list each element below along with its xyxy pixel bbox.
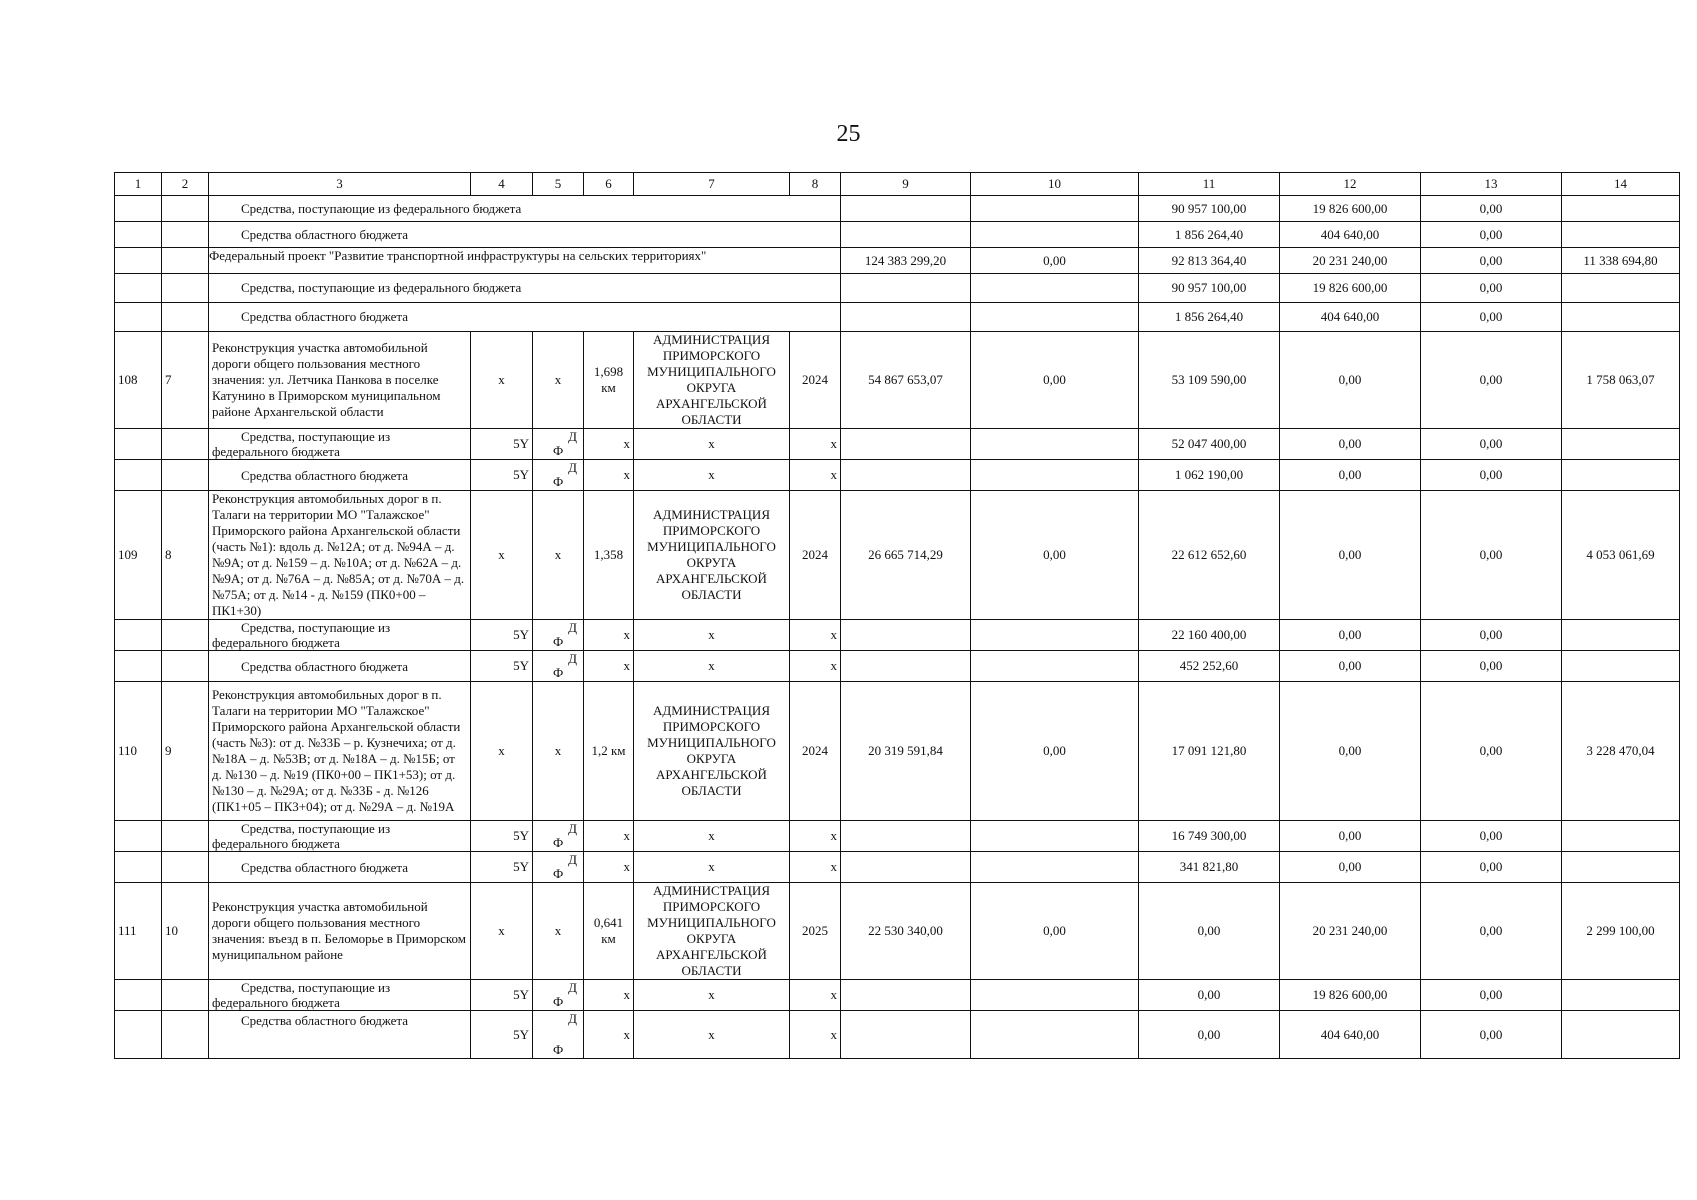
cost-total: 26 665 714,29 [841,491,971,620]
budget-type-code [533,852,584,883]
column-8-value: х [790,1011,841,1059]
column-header: 13 [1421,173,1562,196]
cost-previous: 0,00 [971,248,1139,274]
cost-remaining [1562,222,1680,248]
empty-cell [1562,651,1680,682]
row-number: 111 [115,883,162,980]
funding-source-label: Средства областного бюджета [209,460,471,491]
cost-total [841,274,971,303]
object-row [115,682,1680,821]
empty-cell [162,821,209,852]
cost-remaining: 3 228 470,04 [1562,682,1680,821]
empty-cell [1562,852,1680,883]
empty-cell [115,274,162,303]
column-header: 9 [841,173,971,196]
empty-cell [971,852,1139,883]
budget-type-code-top: Д [568,620,577,635]
column-7-value: х [634,852,790,883]
column-5-value: х [533,682,584,821]
cost-remaining: 2 299 100,00 [1562,883,1680,980]
budget-code: 5Y [471,620,533,651]
empty-cell [841,1011,971,1059]
object-funding-row [115,651,1680,682]
column-5-value: х [533,491,584,620]
cost-year-1: 22 160 400,00 [1139,620,1280,651]
cost-total [841,303,971,332]
cost-previous [971,303,1139,332]
object-funding-row [115,852,1680,883]
cost-year-1: 90 957 100,00 [1139,274,1280,303]
column-8-value: х [790,429,841,460]
empty-cell [841,460,971,491]
object-funding-row [115,429,1680,460]
cost-total: 20 319 591,84 [841,682,971,821]
column-8-value: х [790,821,841,852]
cost-year-2: 0,00 [1280,332,1421,429]
column-6-value: х [584,980,634,1011]
cost-year-3: 0,00 [1421,196,1562,222]
cost-year-3: 0,00 [1421,274,1562,303]
cost-previous [971,196,1139,222]
cost-year-3: 0,00 [1421,620,1562,651]
responsible-organization: АДМИНИСТРАЦИЯ ПРИМОРСКОГО МУНИЦИПАЛЬНОГО ОКРУГА АРХАНГЕЛЬСКОЙ ОБЛАСТИ [634,682,790,821]
object-length: 1,2 км [584,682,634,821]
funding-source-label: Средства областного бюджета [209,651,471,682]
funding-source-row [115,303,1680,332]
column-6-value: х [584,1011,634,1059]
cost-total: 124 383 299,20 [841,248,971,274]
empty-cell [1562,821,1680,852]
cost-year-2: 0,00 [1280,682,1421,821]
object-length: 1,698 км [584,332,634,429]
cost-year-1: 1 062 190,00 [1139,460,1280,491]
column-8-value: х [790,980,841,1011]
object-number: 7 [162,332,209,429]
column-header: 3 [209,173,471,196]
cost-year-1: 22 612 652,60 [1139,491,1280,620]
column-7-value: х [634,429,790,460]
row-number: 110 [115,682,162,821]
budget-code: 5Y [471,651,533,682]
empty-cell [115,980,162,1011]
cost-year-1: 1 856 264,40 [1139,222,1280,248]
funding-source-label: Средства, поступающие из федерального бюджета [209,274,841,303]
cost-year-3: 0,00 [1421,460,1562,491]
column-4-value: х [471,491,533,620]
column-6-value: х [584,651,634,682]
column-header: 11 [1139,173,1280,196]
cost-previous [971,274,1139,303]
column-6-value: х [584,821,634,852]
funding-source-label: Средства, поступающие из федерального бюджета [209,196,841,222]
empty-cell [162,248,209,274]
empty-cell [162,620,209,651]
cost-year-1: 16 749 300,00 [1139,821,1280,852]
column-header: 2 [162,173,209,196]
object-length: 1,358 [584,491,634,620]
cost-total [841,196,971,222]
budget-code: 5Y [471,821,533,852]
responsible-organization: АДМИНИСТРАЦИЯ ПРИМОРСКОГО МУНИЦИПАЛЬНОГО ОКРУГА АРХАНГЕЛЬСКОЙ ОБЛАСТИ [634,332,790,429]
cost-remaining [1562,303,1680,332]
budget-type-code [533,821,584,852]
empty-cell [162,460,209,491]
budget-type-code-bottom: Ф [553,474,564,489]
empty-cell [162,429,209,460]
year: 2024 [790,682,841,821]
funding-source-label: Средства областного бюджета [209,303,841,332]
row-number: 108 [115,332,162,429]
empty-cell [841,620,971,651]
empty-cell [1562,429,1680,460]
column-7-value: х [634,821,790,852]
year: 2025 [790,883,841,980]
budget-code: 5Y [471,460,533,491]
budget-table [114,172,1680,1059]
object-row [115,332,1680,429]
cost-total: 54 867 653,07 [841,332,971,429]
funding-source-label: Средства, поступающие из федерального бюджета [209,821,471,852]
cost-year-3: 0,00 [1421,852,1562,883]
cost-year-1: 53 109 590,00 [1139,332,1280,429]
object-row [115,491,1680,620]
column-6-value: х [584,852,634,883]
column-6-value: х [584,620,634,651]
column-header: 6 [584,173,634,196]
column-6-value: х [584,460,634,491]
budget-type-code-top: Д [568,429,577,444]
empty-cell [115,222,162,248]
column-header: 10 [971,173,1139,196]
budget-type-code [533,651,584,682]
header-row [115,173,1680,196]
budget-type-code-bottom: Ф [553,835,564,850]
cost-year-1: 0,00 [1139,980,1280,1011]
empty-cell [841,651,971,682]
empty-cell [971,429,1139,460]
year: 2024 [790,491,841,620]
empty-cell [841,852,971,883]
empty-cell [971,460,1139,491]
empty-cell [115,651,162,682]
object-name: Реконструкция участка автомобильной дороги общего пользования местного значения: въезд в п. Беломорье в Приморском муниципальном районе [209,883,471,980]
cost-year-2: 0,00 [1280,491,1421,620]
funding-source-label: Средства областного бюджета [209,852,471,883]
cost-year-3: 0,00 [1421,332,1562,429]
cost-remaining: 11 338 694,80 [1562,248,1680,274]
budget-type-code [533,1011,584,1059]
funding-source-label: Средства областного бюджета [209,222,841,248]
funding-source-label: Средства, поступающие из федерального бюджета [209,980,471,1011]
cost-year-2: 20 231 240,00 [1280,248,1421,274]
cost-previous: 0,00 [971,491,1139,620]
column-8-value: х [790,651,841,682]
cost-year-1: 0,00 [1139,883,1280,980]
page-number: 25 [836,121,861,147]
cost-year-2: 0,00 [1280,460,1421,491]
column-4-value: х [471,883,533,980]
empty-cell [162,1011,209,1059]
funding-source-row [115,274,1680,303]
empty-cell [841,429,971,460]
budget-type-code-top: Д [568,980,577,995]
budget-type-code-bottom: Ф [553,866,564,881]
project-row [115,248,1680,274]
cost-year-3: 0,00 [1421,303,1562,332]
budget-type-code [533,429,584,460]
cost-total: 22 530 340,00 [841,883,971,980]
cost-year-2: 19 826 600,00 [1280,274,1421,303]
budget-type-code-top: Д [568,821,577,836]
cost-year-2: 404 640,00 [1280,1011,1421,1059]
column-4-value: х [471,682,533,821]
cost-remaining [1562,196,1680,222]
budget-code: 5Y [471,1011,533,1059]
budget-type-code-top: Д [568,852,577,867]
funding-source-row [115,222,1680,248]
budget-type-code-bottom: Ф [553,1042,564,1057]
object-number: 10 [162,883,209,980]
column-7-value: х [634,620,790,651]
funding-source-label: Средства, поступающие из федерального бюджета [209,620,471,651]
empty-cell [162,852,209,883]
column-7-value: х [634,651,790,682]
budget-type-code-bottom: Ф [553,665,564,680]
empty-cell [115,821,162,852]
budget-type-code-top: Д [568,460,577,475]
empty-cell [162,651,209,682]
empty-cell [1562,620,1680,651]
empty-cell [971,980,1139,1011]
funding-source-label: Средства областного бюджета [209,1011,471,1059]
cost-year-2: 0,00 [1280,852,1421,883]
empty-cell [115,196,162,222]
column-header: 5 [533,173,584,196]
empty-cell [115,1011,162,1059]
cost-year-1: 90 957 100,00 [1139,196,1280,222]
empty-cell [971,651,1139,682]
cost-remaining: 4 053 061,69 [1562,491,1680,620]
object-number: 9 [162,682,209,821]
budget-type-code-bottom: Ф [553,994,564,1009]
column-5-value: х [533,332,584,429]
object-funding-row [115,821,1680,852]
column-header: 1 [115,173,162,196]
cost-year-1: 0,00 [1139,1011,1280,1059]
column-4-value: х [471,332,533,429]
budget-type-code [533,980,584,1011]
cost-year-2: 20 231 240,00 [1280,883,1421,980]
cost-year-1: 1 856 264,40 [1139,303,1280,332]
cost-total [841,222,971,248]
cost-year-3: 0,00 [1421,491,1562,620]
empty-cell [115,429,162,460]
cost-year-3: 0,00 [1421,651,1562,682]
column-5-value: х [533,883,584,980]
cost-remaining [1562,274,1680,303]
cost-year-3: 0,00 [1421,1011,1562,1059]
funding-source-label: Средства, поступающие из федерального бюджета [209,429,471,460]
empty-cell [971,1011,1139,1059]
object-name: Реконструкция автомобильных дорог в п. Талаги на территории МО "Талажское" Приморского района Архангельской области (часть №3): от д. №33Б – р. Кузнечиха; от д. №18А – д. №53В; от д. №18А – д. №15Б; от д. №130 – д. №19 (ПК0+00 – ПК1+53); от д. №130 – д. №29А; от д. №33Б - д. №126 (ПК1+05 – ПК3+04); от д. №29А – д. №19А [209,682,471,821]
object-name: Реконструкция участка автомобильной дороги общего пользования местного значения: ул. Летчика Панкова в поселке Катунино в Приморском муниципальном районе Архангельской области [209,332,471,429]
budget-code: 5Y [471,980,533,1011]
cost-previous: 0,00 [971,332,1139,429]
funding-source-row [115,196,1680,222]
cost-year-2: 0,00 [1280,651,1421,682]
cost-year-3: 0,00 [1421,821,1562,852]
column-7-value: х [634,1011,790,1059]
column-6-value: х [584,429,634,460]
empty-cell [162,196,209,222]
cost-year-2: 19 826 600,00 [1280,980,1421,1011]
empty-cell [162,303,209,332]
object-length: 0,641 км [584,883,634,980]
column-8-value: х [790,620,841,651]
column-header: 14 [1562,173,1680,196]
empty-cell [162,980,209,1011]
cost-year-2: 404 640,00 [1280,222,1421,248]
empty-cell [841,980,971,1011]
object-funding-row [115,460,1680,491]
empty-cell [115,248,162,274]
budget-type-code [533,620,584,651]
empty-cell [1562,460,1680,491]
column-header: 12 [1280,173,1421,196]
responsible-organization: АДМИНИСТРАЦИЯ ПРИМОРСКОГО МУНИЦИПАЛЬНОГО ОКРУГА АРХАНГЕЛЬСКОЙ ОБЛАСТИ [634,491,790,620]
empty-cell [162,274,209,303]
empty-cell [1562,1011,1680,1059]
cost-year-3: 0,00 [1421,980,1562,1011]
budget-code: 5Y [471,429,533,460]
responsible-organization: АДМИНИСТРАЦИЯ ПРИМОРСКОГО МУНИЦИПАЛЬНОГО ОКРУГА АРХАНГЕЛЬСКОЙ ОБЛАСТИ [634,883,790,980]
empty-cell [162,222,209,248]
year: 2024 [790,332,841,429]
cost-year-3: 0,00 [1421,222,1562,248]
column-7-value: х [634,980,790,1011]
empty-cell [115,620,162,651]
budget-type-code-top: Д [568,651,577,666]
cost-year-1: 52 047 400,00 [1139,429,1280,460]
empty-cell [1562,980,1680,1011]
cost-year-2: 0,00 [1280,429,1421,460]
budget-code: 5Y [471,852,533,883]
column-8-value: х [790,460,841,491]
column-7-value: х [634,460,790,491]
budget-type-code-bottom: Ф [553,443,564,458]
object-funding-row [115,620,1680,651]
project-label: Федеральный проект "Развитие транспортной инфраструктуры на сельских территориях" [209,248,841,274]
cost-year-1: 341 821,80 [1139,852,1280,883]
budget-type-code-bottom: Ф [553,634,564,649]
cost-year-3: 0,00 [1421,429,1562,460]
cost-year-1: 92 813 364,40 [1139,248,1280,274]
object-funding-row [115,1011,1680,1059]
column-header: 8 [790,173,841,196]
row-number: 109 [115,491,162,620]
cost-year-1: 17 091 121,80 [1139,682,1280,821]
empty-cell [971,620,1139,651]
cost-previous: 0,00 [971,682,1139,821]
column-header: 4 [471,173,533,196]
empty-cell [115,460,162,491]
object-row [115,883,1680,980]
empty-cell [115,303,162,332]
cost-year-3: 0,00 [1421,248,1562,274]
empty-cell [841,821,971,852]
cost-year-2: 404 640,00 [1280,303,1421,332]
object-funding-row [115,980,1680,1011]
cost-year-3: 0,00 [1421,883,1562,980]
empty-cell [971,821,1139,852]
cost-year-2: 0,00 [1280,821,1421,852]
object-number: 8 [162,491,209,620]
budget-type-code [533,460,584,491]
cost-year-1: 452 252,60 [1139,651,1280,682]
cost-year-2: 0,00 [1280,620,1421,651]
column-header: 7 [634,173,790,196]
cost-year-3: 0,00 [1421,682,1562,821]
object-name: Реконструкция автомобильных дорог в п. Талаги на территории МО "Талажское" Приморского района Архангельской области (часть №1): вдоль д. №12А; от д. №94А – д. №9А; от д. №159 – д. №10А; от д. №62А – д. №9А; от д. №76А – д. №85А; от д. №70А – д. №75А; от д. №14 - д. №159 (ПК0+00 – ПК1+30) [209,491,471,620]
budget-type-code-top: Д [568,1011,577,1026]
cost-previous [971,222,1139,248]
cost-year-2: 19 826 600,00 [1280,196,1421,222]
cost-remaining: 1 758 063,07 [1562,332,1680,429]
column-8-value: х [790,852,841,883]
cost-previous: 0,00 [971,883,1139,980]
empty-cell [115,852,162,883]
